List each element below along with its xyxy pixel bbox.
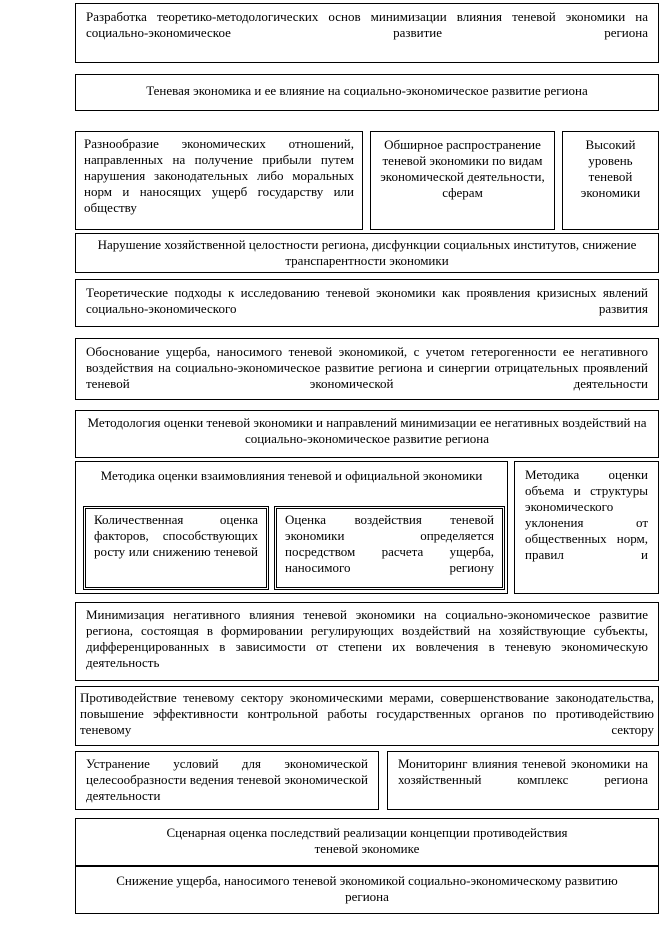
block-high-level-text: Высокий уровень теневой экономики <box>580 137 641 200</box>
block-impact-text: Оценка воздействия теневой экономики определяется посредством расчета ущерба, наносимого региону <box>285 512 494 575</box>
block-damage <box>75 338 659 400</box>
block-monitoring <box>387 751 659 810</box>
block-shadow-economy <box>75 74 659 111</box>
block-goal-text: Разработка теоретико-методологических основ минимизации влияния теневой экономики на социально-экономическое развитие региона <box>86 9 648 40</box>
block-evasion-method-text: Методика оценки объема и структуры экономического уклонения от общественных норм, правил и <box>525 467 648 562</box>
block-minimization <box>75 602 659 681</box>
block-theory-text: Теоретические подходы к исследованию теневой экономики как проявления кризисных явлений социально-экономического развития <box>86 285 648 316</box>
block-damage-text: Обоснование ущерба, наносимого теневой экономикой, с учетом гетерогенности ее негативного воздействия на социально-экономическое развитие региона и синергии отрицательных проявлений теневой экономической деятельности <box>86 344 648 391</box>
block-eliminate-conditions <box>75 751 379 810</box>
block-interaction-method-title: Методика оценки взаимовлияния теневой и официальной экономики <box>100 468 483 483</box>
block-methodology <box>75 410 659 458</box>
block-interaction-method <box>75 461 508 594</box>
block-scenario-text: Сценарная оценка последствий реализации концепции противодействия теневой экономике <box>166 825 568 856</box>
block-theory <box>75 279 659 327</box>
block-violation-text: Нарушение хозяйственной целостности региона, дисфункции социальных институтов, снижение транспарентности экономики <box>97 237 637 268</box>
block-quantitative <box>83 506 269 590</box>
block-counteraction-text: Противодействие теневому сектору экономическими мерами, совершенствование законодательства, повышение эффективности контрольной работы государственных органов по противодействию теневому сектору <box>80 690 654 737</box>
block-scenario <box>75 818 659 866</box>
block-goal <box>75 3 659 63</box>
block-methodology-text: Методология оценки теневой экономики и направлений минимизации ее негативных воздействий на социально-экономическое развитие региона <box>87 415 647 446</box>
block-relations-text: Разнообразие экономических отношений, направленных на получение прибыли путем нарушения законодательных либо моральных норм и наносящих ущерб государству или обществу <box>84 136 354 215</box>
block-quantitative-text: Количественная оценка факторов, способствующих росту или снижению теневой <box>94 512 258 559</box>
block-monitoring-text: Мониторинг влияния теневой экономики на хозяйственный комплекс региона <box>398 756 648 787</box>
block-evasion-method <box>514 461 659 594</box>
block-spread <box>370 131 555 230</box>
block-high-level <box>562 131 659 230</box>
block-relations <box>75 131 363 230</box>
block-eliminate-conditions-text: Устранение условий для экономической целесообразности ведения теневой экономической деятельности <box>86 756 368 803</box>
block-impact <box>274 506 505 590</box>
block-reduce-damage-text: Снижение ущерба, наносимого теневой экономикой социально-экономическому развитию региона <box>116 873 618 904</box>
block-violation <box>75 233 659 273</box>
block-minimization-text: Минимизация негативного влияния теневой экономики на социально-экономическое развитие региона, состоящая в формировании регулирующих воздействий на хозяйствующие субъекты, дифференцированных в зависимости от степени их вовлечения в теневую экономическую деятельность <box>86 607 648 670</box>
block-reduce-damage <box>75 866 659 914</box>
block-spread-text: Обширное распространение теневой экономики по видам экономической деятельности, сферам <box>380 137 545 200</box>
block-shadow-economy-text: Теневая экономика и ее влияние на социально-экономическое развитие региона <box>146 83 588 98</box>
block-counteraction <box>75 686 659 746</box>
